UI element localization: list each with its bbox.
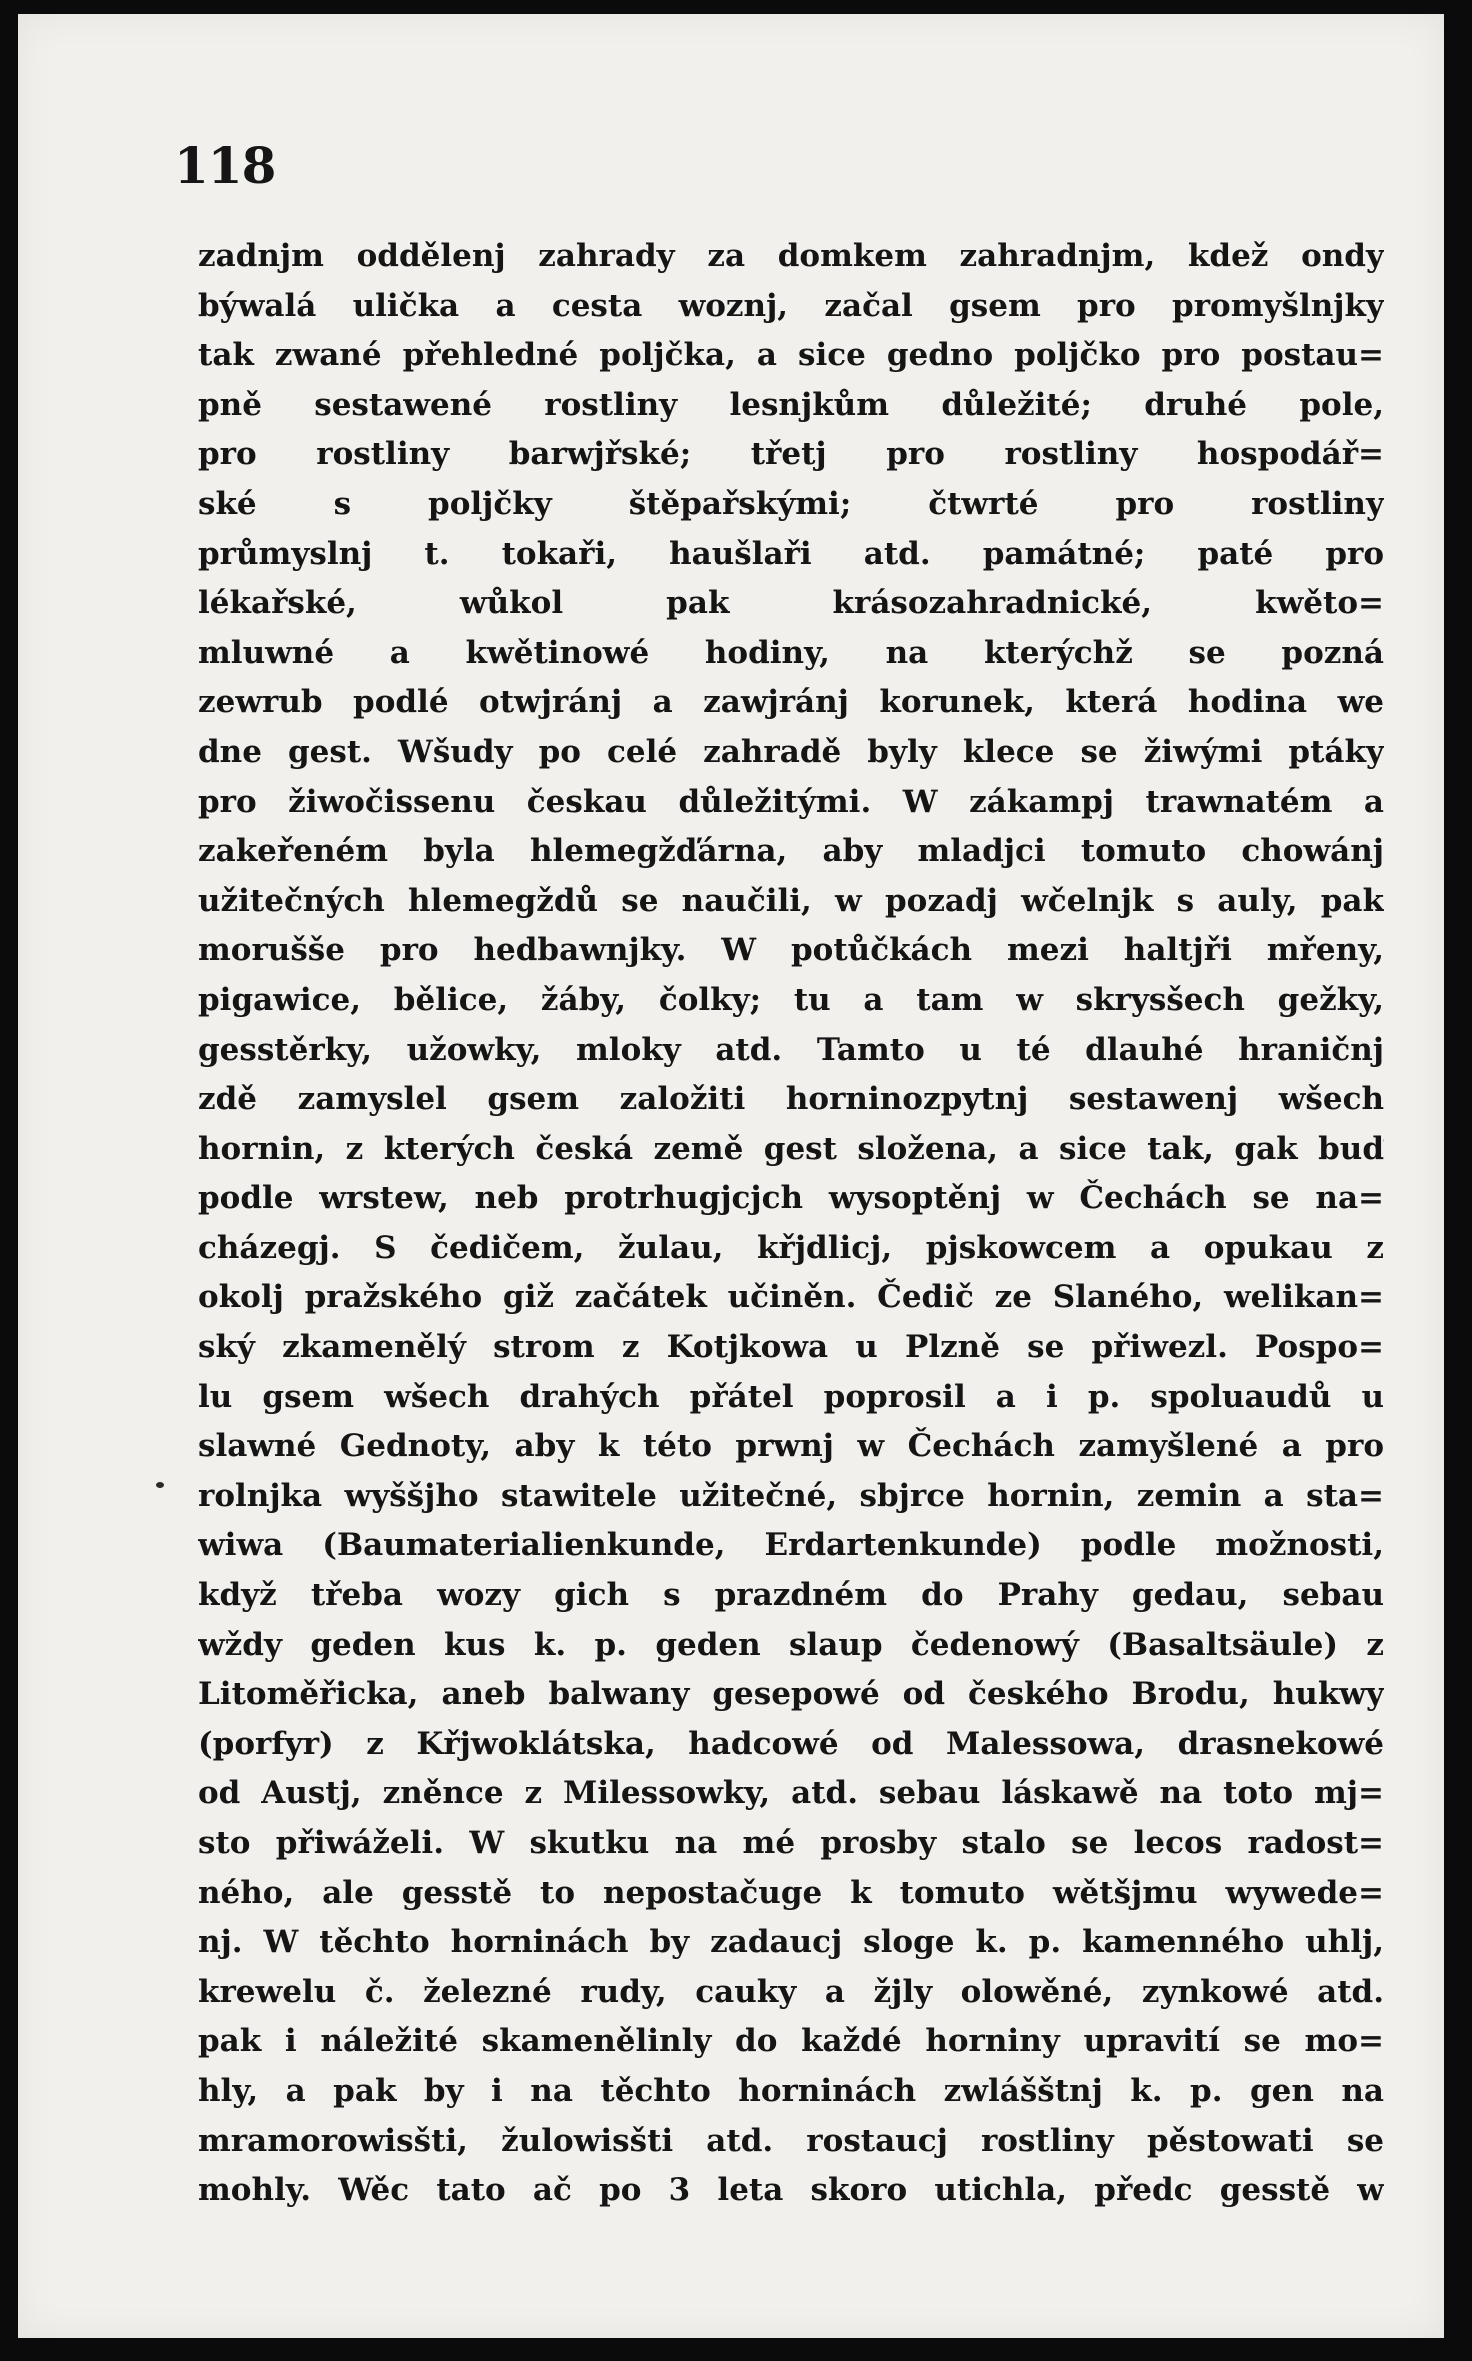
text-line: ské s poljčky štěpařskými; čtwrté pro rostliny <box>198 485 1384 522</box>
text-line: zadnjm oddělenj zahrady za domkem zahradnjm, kdež ondy <box>198 238 1384 274</box>
book-page <box>18 14 1444 2338</box>
text-line: býwalá ulička a cesta woznj, začal gsem pro promyšlnjky <box>198 287 1384 324</box>
text-line: rolnjka wyššjho stawitele užitečné, sbjrce hornin, zemin a sta= <box>198 1477 1384 1514</box>
text-line: tak zwané přehledné poljčka, a sice gedno poljčko pro postau= <box>198 337 1384 374</box>
page-number: 118 <box>174 136 276 195</box>
text-line: dne gest. Wšudy po celé zahradě byly klece se žiwými ptáky <box>198 733 1384 770</box>
text-line: mohly. Wěc tato ač po 3 leta skoro utichla, předc gesstě w <box>198 2172 1384 2209</box>
text-line: ský zkamenělý strom z Kotjkowa u Plzně se přiwezl. Pospo= <box>198 1329 1384 1366</box>
text-line: wiwa (Baumaterialienkunde, Erdartenkunde) podle možnosti, <box>198 1527 1384 1564</box>
text-line: mramorowisšti, žulowisšti atd. rostaucj rostliny pěstowati se <box>198 2122 1384 2159</box>
text-line: okolj pražského giž začátek učiněn. Čedič ze Slaného, welikan= <box>198 1279 1384 1316</box>
text-line: ného, ale gesstě to nepostačuge k tomuto wětšjmu wywede= <box>198 1874 1384 1911</box>
text-line: nj. W těchto horninách by zadaucj sloge k. p. kamenného uhlj, <box>198 1924 1384 1961</box>
text-line: (porfyr) z Křjwoklátska, hadcowé od Malessowa, drasnekowé <box>198 1725 1384 1762</box>
text-line: slawné Gednoty, aby k této prwnj w Čechách zamyšlené a pro <box>198 1428 1384 1465</box>
text-line: podle wrstew, neb protrhugjcjch wysoptěnj w Čechách se na= <box>198 1180 1384 1217</box>
text-line: zakeřeném byla hlemegžďárna, aby mladjci tomuto chowánj <box>198 833 1384 870</box>
text-line: sto přiwáželi. W skutku na mé prosby stalo se lecos radost= <box>198 1825 1384 1861</box>
text-line: zewrub podlé otwjránj a zawjránj korunek, která hodina we <box>198 684 1384 721</box>
text-line: krewelu č. železné rudy, cauky a žjly olowěné, zynkowé atd. <box>198 1973 1384 2010</box>
text-line: mluwné a kwětinowé hodiny, na kterýchž se pozná <box>198 634 1384 671</box>
text-line: cházegj. S čedičem, žulau, křjdlicj, pjskowcem a opukau z <box>198 1229 1384 1266</box>
text-line: morušše pro hedbawnjky. W potůčkách mezi haltjři mřeny, <box>198 932 1384 969</box>
text-line: od Austj, zněnce z Milessowky, atd. sebau láskawě na toto mj= <box>198 1775 1384 1812</box>
text-line: hly, a pak by i na těchto horninách zwlášštnj k. p. gen na <box>198 2072 1384 2109</box>
text-line: pak i náležité skamenělinly do každé horniny upravití se mo= <box>198 2023 1384 2060</box>
body-text <box>198 232 1384 2216</box>
text-line: wždy geden kus k. p. geden slaup čedenowý (Basaltsäule) z <box>198 1626 1384 1663</box>
text-line: zdě zamyslel gsem založiti horninozpytnj sestawenj wšech <box>198 1081 1384 1118</box>
text-line: pro žiwočissenu českau důležitými. W zákampj trawnatém a <box>198 783 1384 820</box>
text-line: lu gsem wšech drahých přátel poprosil a i p. spoluaudů u <box>198 1378 1384 1415</box>
text-line: gesstěrky, užowky, mloky atd. Tamto u té dlauhé hraničnj <box>198 1031 1384 1068</box>
text-line: Litoměřicka, aneb balwany gesepowé od českého Brodu, hukwy <box>198 1676 1384 1713</box>
text-line: pigawice, bělice, žáby, čolky; tu a tam w skrysšech gežky, <box>198 981 1384 1018</box>
text-line: když třeba wozy gich s prazdném do Prahy gedau, sebau <box>198 1577 1384 1614</box>
text-line: lékařské, wůkol pak krásozahradnické, kwěto= <box>198 585 1384 622</box>
margin-mark <box>156 1482 164 1488</box>
text-line: hornin, z kterých česká země gest složena, a sice tak, gak buď <box>198 1130 1384 1167</box>
text-line: pro rostliny barwjřské; třetj pro rostliny hospodář= <box>198 436 1384 473</box>
text-line: užitečných hlemegždů se naučili, w pozadj wčelnjk s auly, pak <box>198 882 1384 919</box>
text-line: průmyslnj t. tokaři, haušlaři atd. památné; paté pro <box>198 535 1384 572</box>
text-line: pně sestawené rostliny lesnjkům důležité; druhé pole, <box>198 386 1384 423</box>
